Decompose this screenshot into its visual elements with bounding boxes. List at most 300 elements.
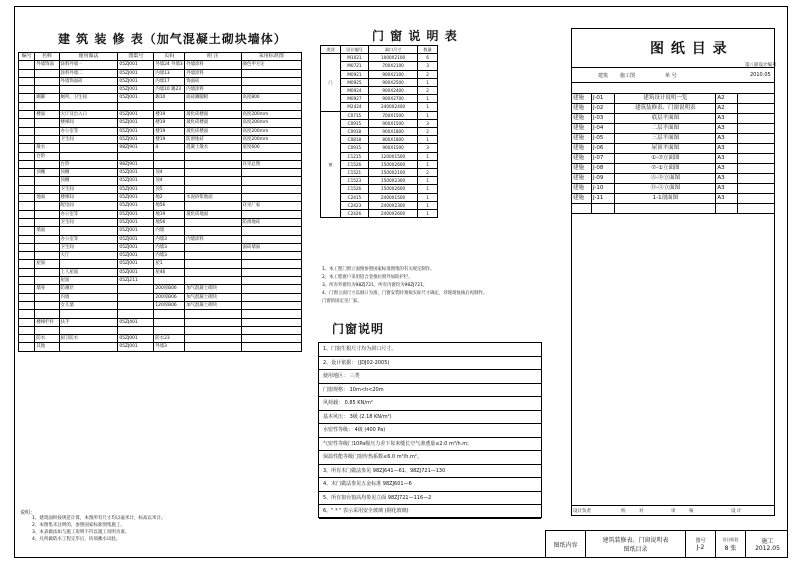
index-cell-d: 建施 bbox=[572, 104, 592, 114]
left-cell-cat: 踢脚 bbox=[35, 94, 59, 102]
index-cell-blank bbox=[737, 94, 774, 104]
left-cell-n bbox=[241, 235, 301, 243]
left-cell-index bbox=[19, 227, 35, 235]
left-cell-n bbox=[241, 285, 301, 293]
left-cell-m: 卫生间 bbox=[59, 185, 118, 193]
index-cell-size: A3 bbox=[716, 194, 737, 204]
dw-cell-q: 1 bbox=[418, 185, 438, 193]
left-cell-n bbox=[241, 268, 301, 276]
left-table-row bbox=[19, 111, 302, 119]
left-cell-m: 上人屋面 bbox=[59, 268, 118, 276]
left-table-row bbox=[19, 343, 302, 351]
left-table-row bbox=[19, 127, 302, 135]
index-cell-d: 建施 bbox=[572, 194, 592, 204]
index-cell-name: 二层平面图 bbox=[615, 124, 716, 134]
dw-cell-s: 2400X2400 bbox=[369, 103, 418, 111]
left-cell-index bbox=[19, 310, 35, 318]
dw-cell-s: 900X2100 bbox=[369, 70, 418, 78]
dw-header-cell: 设计编号 bbox=[340, 46, 368, 54]
footer-lbl3: 对 bbox=[639, 509, 644, 514]
left-cell-m: 办公室等 bbox=[59, 127, 118, 135]
footer-lbl2: 校 bbox=[621, 509, 626, 514]
left-cell-a: 05ZJ001 bbox=[118, 202, 154, 210]
left-cell-index bbox=[19, 86, 35, 94]
door-note-item: 3、所有木门做法参见 98ZJ641—61、98ZJ721—130 bbox=[319, 465, 541, 479]
left-cell-n bbox=[241, 310, 301, 318]
index-cell-no bbox=[592, 204, 615, 214]
left-cell-r: 内墙涂料 bbox=[185, 86, 241, 94]
left-table-row bbox=[19, 177, 302, 185]
left-cell-r: 玻化砖楼面 bbox=[185, 119, 241, 127]
index-cell-name: 三层平面图 bbox=[615, 134, 716, 144]
left-cell-n bbox=[241, 102, 301, 110]
left-cell-r: 玻化砖楼面 bbox=[185, 111, 241, 119]
index-row bbox=[572, 104, 775, 114]
index-cell-name: Ⓓ-Ⓐ立面图 bbox=[615, 184, 716, 194]
left-cell-r: 防滑地砖 bbox=[185, 135, 241, 143]
left-cell-cat: 散水 bbox=[35, 144, 59, 152]
left-cell-a bbox=[118, 326, 154, 334]
left-cell-p: 120厚B06 bbox=[154, 301, 185, 309]
dw-cell-q: 2 bbox=[418, 128, 438, 136]
left-table-row bbox=[19, 285, 302, 293]
left-cell-cat: 墙身 bbox=[35, 285, 59, 293]
left-cell-m bbox=[59, 227, 118, 235]
index-cell-d: 建施 bbox=[572, 164, 592, 174]
left-cell-r bbox=[185, 343, 241, 351]
door-notes-title: 门窗说明 bbox=[332, 322, 385, 336]
left-cell-m: 卫生间 bbox=[59, 218, 118, 226]
left-cell-a: 05ZJ001 bbox=[118, 127, 154, 135]
left-cell-cat: 地面 bbox=[35, 194, 59, 202]
left-cell-a: 05ZJ001 bbox=[118, 335, 154, 343]
tb-drawing-no bbox=[686, 531, 716, 557]
left-cell-a: 05ZJ401 bbox=[118, 318, 154, 326]
left-cell-p: 屋46 bbox=[154, 268, 185, 276]
left-header-row bbox=[19, 53, 302, 61]
left-cell-a: 05ZJ001 bbox=[118, 227, 154, 235]
index-meta-2: 施工图 bbox=[620, 73, 636, 79]
left-cell-cat bbox=[35, 310, 59, 318]
index-row bbox=[572, 184, 775, 194]
left-cell-p bbox=[154, 310, 185, 318]
index-row bbox=[572, 144, 775, 154]
left-cell-a: 05ZJ001 bbox=[118, 210, 154, 218]
left-cell-cat bbox=[35, 301, 59, 309]
dw-cell-s: 900X1800 bbox=[369, 128, 418, 136]
left-cell-cat bbox=[35, 119, 59, 127]
left-cell-cat: 外墙饰面 bbox=[35, 61, 59, 69]
left-cell-cat bbox=[35, 235, 59, 243]
dw-cell-q: 3 bbox=[418, 119, 438, 127]
left-cell-r: 面砖踢脚板 bbox=[185, 94, 241, 102]
left-table-row bbox=[19, 135, 302, 143]
left-cell-m: 大厅及出入口 bbox=[59, 111, 118, 119]
left-cell-p bbox=[154, 152, 185, 160]
left-cell-index bbox=[19, 293, 35, 301]
left-cell-r bbox=[185, 326, 241, 334]
left-cell-index bbox=[19, 61, 35, 69]
left-header-cell: 使用做法 bbox=[59, 53, 118, 61]
left-cell-n bbox=[241, 318, 301, 326]
left-note: 2、本图集未注明的，参照国家标准图集施工。 bbox=[32, 523, 125, 528]
left-cell-cat bbox=[35, 326, 59, 334]
dw-cell-s: 800X1800 bbox=[369, 136, 418, 144]
index-cell-size: A3 bbox=[716, 144, 737, 154]
index-cell-d: 建施 bbox=[572, 124, 592, 134]
left-cell-p: 地56 bbox=[154, 202, 185, 210]
left-cell-cat: 墙面 bbox=[35, 227, 59, 235]
left-cell-r: 外墙涂料 bbox=[185, 61, 241, 69]
door-note-item: 使用地区： 三类 bbox=[319, 370, 541, 384]
left-cell-m: 顶棚 bbox=[59, 177, 118, 185]
left-cell-m: 配电间 bbox=[59, 202, 118, 210]
left-cell-a: 05ZJ001 bbox=[118, 177, 154, 185]
left-cell-n bbox=[241, 152, 301, 160]
left-cell-a bbox=[118, 293, 154, 301]
left-cell-p bbox=[154, 326, 185, 334]
left-cell-p: 楼19 bbox=[154, 127, 185, 135]
left-table-row bbox=[19, 152, 302, 160]
door-window-table bbox=[320, 45, 438, 218]
dw-note: 4、门窗立面尺寸以洞口为准，门窗安装时须按实际尺寸确定，待现场复核后再制作。 bbox=[322, 291, 488, 296]
index-cell-name: ①-⑦立面图 bbox=[615, 154, 716, 164]
door-note-item: 6、" * " 表示采用安全玻璃 (钢化玻璃) bbox=[319, 505, 541, 519]
left-cell-a: 98ZJ901 bbox=[118, 144, 154, 152]
dw-row bbox=[321, 54, 438, 62]
left-cell-cat: 台阶 bbox=[35, 152, 59, 160]
left-cell-index bbox=[19, 194, 35, 202]
left-cell-p: 内墙3 bbox=[154, 252, 185, 260]
door-notes-box bbox=[318, 342, 542, 518]
left-header-cell: 页码 bbox=[154, 53, 185, 61]
index-cell-size: A2 bbox=[716, 94, 737, 104]
left-cell-r: 玻化砖楼面 bbox=[185, 127, 241, 135]
left-cell-index bbox=[19, 127, 35, 135]
dw-cat-door: 门 bbox=[321, 54, 341, 111]
left-cell-a bbox=[118, 152, 154, 160]
left-cell-p: 防水23 bbox=[154, 335, 185, 343]
tb-total-pages: 8 张 bbox=[724, 544, 737, 552]
left-cell-m: 涂料外墙二 bbox=[59, 69, 118, 77]
index-row bbox=[572, 94, 775, 104]
dw-header-cell: 类别 bbox=[321, 46, 341, 54]
left-cell-p bbox=[154, 102, 185, 110]
left-cell-r bbox=[185, 277, 241, 285]
left-table-row bbox=[19, 243, 302, 251]
left-cell-n bbox=[241, 335, 301, 343]
left-table-row bbox=[19, 69, 302, 77]
index-cell-name: Ⓐ-Ⓓ立面图 bbox=[615, 174, 716, 184]
dw-note: 3、所有外窗均为98ZJ721，所有内窗均为98ZJ721。 bbox=[322, 283, 428, 288]
dw-cell-c: C0818 bbox=[340, 136, 368, 144]
left-cell-index bbox=[19, 177, 35, 185]
left-cell-n: 高度800 bbox=[241, 94, 301, 102]
left-cell-index bbox=[19, 144, 35, 152]
left-cell-cat bbox=[35, 185, 59, 193]
left-cell-p: 顶4 bbox=[154, 177, 185, 185]
index-row bbox=[572, 134, 775, 144]
index-cell-size: A3 bbox=[716, 174, 737, 184]
left-cell-cat bbox=[35, 177, 59, 185]
left-cell-n: 高度200mm bbox=[241, 119, 301, 127]
left-cell-m: 外墙饰面砖 bbox=[59, 77, 118, 85]
dw-cell-q: 1 bbox=[418, 193, 438, 201]
dw-cat-window: 窗 bbox=[321, 111, 341, 218]
left-cell-index bbox=[19, 301, 35, 309]
left-cell-n bbox=[241, 343, 301, 351]
left-cell-index bbox=[19, 252, 35, 260]
left-cell-a: 05ZJ001 bbox=[118, 243, 154, 251]
left-cell-p: 地19 bbox=[154, 210, 185, 218]
left-table-row bbox=[19, 202, 302, 210]
index-cell-size bbox=[716, 204, 737, 214]
dw-cell-s: 900X1500 bbox=[369, 119, 418, 127]
left-cell-index bbox=[19, 69, 35, 77]
tb-stage bbox=[716, 531, 746, 557]
left-table-row bbox=[19, 277, 302, 285]
left-cell-r bbox=[185, 177, 241, 185]
dw-cell-c: M0925 bbox=[340, 78, 368, 86]
dw-cell-q: 1 bbox=[418, 152, 438, 160]
left-cell-r bbox=[185, 260, 241, 268]
left-note: 4、凡所做防水工程完毕后，均须蓄水试验。 bbox=[32, 537, 121, 542]
dw-cell-c: C2423 bbox=[340, 201, 368, 209]
index-cell-name: 底层平面图 bbox=[615, 114, 716, 124]
left-cell-p bbox=[154, 318, 185, 326]
left-cell-a: 05ZJ001 bbox=[118, 94, 154, 102]
left-cell-n: 高度200mm bbox=[241, 135, 301, 143]
left-cell-m: 楼梯间 bbox=[59, 194, 118, 202]
dw-cell-s: 1500X2600 bbox=[369, 185, 418, 193]
tb-date: 2012.05 bbox=[755, 545, 780, 552]
tb-stage-value: 施工 bbox=[761, 538, 774, 545]
left-cell-index bbox=[19, 343, 35, 351]
left-cell-r bbox=[185, 252, 241, 260]
left-cell-n bbox=[241, 69, 301, 77]
left-cell-r bbox=[185, 218, 241, 226]
index-cell-blank bbox=[737, 144, 774, 154]
left-cell-index bbox=[19, 235, 35, 243]
left-cell-a: 05ZJ001 bbox=[118, 111, 154, 119]
left-cell-p: 地56 bbox=[154, 218, 185, 226]
left-cell-p: 外墙3 bbox=[154, 343, 185, 351]
left-cell-m: 屋面 bbox=[59, 277, 118, 285]
left-cell-m: 厕所、卫生间 bbox=[59, 94, 118, 102]
left-table-row bbox=[19, 144, 302, 152]
door-table-title: 门 窗 说 明 表 bbox=[372, 29, 458, 43]
left-cell-r: 加气混凝土砌块 bbox=[185, 301, 241, 309]
left-cell-a: 05ZJ001 bbox=[118, 77, 154, 85]
dw-cell-s: 1500X2300 bbox=[369, 177, 418, 185]
door-note-item: 2、设计依据： (JDJ02-2005) bbox=[319, 357, 541, 371]
left-cell-r bbox=[185, 268, 241, 276]
left-cell-index bbox=[19, 77, 35, 85]
tb-content-line2: 图纸目录 bbox=[623, 546, 648, 553]
left-cell-cat bbox=[35, 268, 59, 276]
left-cell-cat bbox=[35, 160, 59, 168]
left-cell-n bbox=[241, 277, 301, 285]
left-cell-index bbox=[19, 210, 35, 218]
dw-cell-c: M0924 bbox=[340, 87, 368, 95]
index-cell-name: 建筑装修表、门窗说明表 bbox=[615, 104, 716, 114]
left-cell-cat bbox=[35, 218, 59, 226]
left-cell-r: 饰面砖 bbox=[185, 77, 241, 85]
index-cell-d: 建施 bbox=[572, 174, 592, 184]
left-cell-n bbox=[241, 227, 301, 235]
dw-cell-c: C2426 bbox=[340, 210, 368, 218]
left-cell-cat: 其他 bbox=[35, 343, 59, 351]
left-cell-index bbox=[19, 260, 35, 268]
index-cell-no: J-05 bbox=[592, 134, 615, 144]
index-cell-no: J-08 bbox=[592, 164, 615, 174]
left-cell-p: 内墙 bbox=[154, 227, 185, 235]
tb-content-line1: 建筑装修表、门窗说明表 bbox=[602, 537, 669, 544]
left-table-row bbox=[19, 194, 302, 202]
index-cell-blank bbox=[737, 124, 774, 134]
left-cell-cat bbox=[35, 252, 59, 260]
left-cell-a: 05ZJ001 bbox=[118, 86, 154, 94]
index-cell-d bbox=[572, 204, 592, 214]
left-cell-cat bbox=[35, 277, 59, 285]
left-cell-a: 05ZJ001 bbox=[118, 343, 154, 351]
index-cell-blank bbox=[737, 164, 774, 174]
index-cell-no: J-11 bbox=[592, 194, 615, 204]
left-cell-a: 05ZJ001 bbox=[118, 185, 154, 193]
dw-cell-q: 1 bbox=[418, 177, 438, 185]
dw-note: 1、本工程门窗立面图参照国家标准图集的有关规定制作。 bbox=[322, 267, 435, 272]
left-cell-index bbox=[19, 119, 35, 127]
index-cell-blank bbox=[737, 184, 774, 194]
dw-cell-q: 2 bbox=[418, 70, 438, 78]
left-cell-a bbox=[118, 285, 154, 293]
door-note-item: 风荷载： 0.85 KN/m² bbox=[319, 397, 541, 411]
left-cell-p: 200厚B06 bbox=[154, 285, 185, 293]
dw-cell-c: C1523 bbox=[340, 177, 368, 185]
dw-header-row bbox=[321, 46, 438, 54]
left-cell-m bbox=[59, 152, 118, 160]
dw-cell-q: 1 bbox=[418, 103, 438, 111]
left-cell-cat bbox=[35, 69, 59, 77]
tb-content-label: 图纸内容 bbox=[546, 531, 586, 557]
left-cell-p: 楼19 bbox=[154, 135, 185, 143]
left-cell-p: 楼19 bbox=[154, 111, 185, 119]
left-cell-m bbox=[59, 326, 118, 334]
left-cell-m bbox=[59, 144, 118, 152]
index-meta-1: 建筑 bbox=[598, 73, 609, 79]
left-table-row bbox=[19, 119, 302, 127]
left-cell-index bbox=[19, 277, 35, 285]
index-footer bbox=[571, 505, 775, 516]
left-cell-n bbox=[241, 301, 301, 309]
left-cell-index bbox=[19, 185, 35, 193]
dw-cell-q: 2 bbox=[418, 87, 438, 95]
left-cell-r: 外墙涂料 bbox=[185, 69, 241, 77]
left-header-cell: 采用标准图 bbox=[241, 53, 301, 61]
left-cell-index bbox=[19, 218, 35, 226]
tb-drawing-no-value: J-2 bbox=[696, 544, 705, 551]
left-header-cell: 图集号 bbox=[118, 53, 154, 61]
left-cell-a: 05ZJ001 bbox=[118, 69, 154, 77]
left-table-row bbox=[19, 169, 302, 177]
left-cell-a: 05ZJ001 bbox=[118, 268, 154, 276]
footer-lbl5: 核 bbox=[689, 509, 694, 514]
left-header-cell: 名称 bbox=[35, 53, 59, 61]
left-cell-r bbox=[185, 202, 241, 210]
left-note: 1、建筑面积按规范计算，本图所有尺寸均以毫米计，标高以米计。 bbox=[32, 516, 166, 521]
left-table-row bbox=[19, 260, 302, 268]
left-cell-r: 加气混凝土砌块 bbox=[185, 293, 241, 301]
dw-cell-s: 2400X1500 bbox=[369, 193, 418, 201]
index-cell-d: 建施 bbox=[572, 184, 592, 194]
dw-cell-c: C0918 bbox=[340, 128, 368, 136]
left-table-row bbox=[19, 210, 302, 218]
index-row bbox=[572, 114, 775, 124]
dw-cell-c: C1521 bbox=[340, 169, 368, 177]
left-cell-a: 05ZJ001 bbox=[118, 169, 154, 177]
left-table-row bbox=[19, 335, 302, 343]
left-table-row bbox=[19, 185, 302, 193]
left-cell-index bbox=[19, 326, 35, 334]
index-cell-no: J-03 bbox=[592, 114, 615, 124]
dw-cell-c: C1526 bbox=[340, 160, 368, 168]
left-cell-cat bbox=[35, 293, 59, 301]
left-cell-cat: 屋面 bbox=[35, 260, 59, 268]
dw-cell-c: C1526 bbox=[340, 185, 368, 193]
left-cell-p: 内墙3 bbox=[154, 235, 185, 243]
left-cell-cat: 楼梯栏杆 bbox=[35, 318, 59, 326]
left-cell-cat bbox=[35, 135, 59, 143]
left-cell-p: 内墙3 bbox=[154, 243, 185, 251]
left-cell-cat bbox=[35, 210, 59, 218]
left-cell-n bbox=[241, 185, 301, 193]
left-cell-a: 05ZJ001 bbox=[118, 235, 154, 243]
dw-cell-s: 2400X2600 bbox=[369, 210, 418, 218]
footer-lbl1: 设计负责 bbox=[573, 509, 591, 514]
index-cell-no: J-01 bbox=[592, 94, 615, 104]
index-row bbox=[572, 194, 775, 204]
left-table-row bbox=[19, 86, 302, 94]
left-cell-a bbox=[118, 301, 154, 309]
left-cell-index bbox=[19, 243, 35, 251]
left-cell-p: 200厚B06 bbox=[154, 293, 185, 301]
tb-content bbox=[586, 531, 686, 557]
left-cell-index bbox=[19, 135, 35, 143]
left-table-row bbox=[19, 326, 302, 334]
index-cell-blank bbox=[737, 134, 774, 144]
index-meta-3: 单 号 bbox=[665, 73, 677, 79]
left-table-title: 建 筑 装 修 表（加气混凝土砌块墙体） bbox=[58, 32, 287, 46]
index-cell-size: A3 bbox=[716, 154, 737, 164]
index-cell-no: J-07 bbox=[592, 154, 615, 164]
left-cell-p: 外墙24 外墙3 bbox=[154, 61, 185, 69]
dw-cell-s: 1500X2100 bbox=[369, 169, 418, 177]
index-cell-size: A3 bbox=[716, 134, 737, 144]
index-cell-d: 建施 bbox=[572, 154, 592, 164]
left-cell-m: 楼梯间 bbox=[59, 119, 118, 127]
dw-cell-c: C0915 bbox=[340, 144, 368, 152]
left-table-row bbox=[19, 252, 302, 260]
door-note-item: 门窗规格： 10m<h<20m bbox=[319, 384, 541, 398]
index-cell-no: J-10 bbox=[592, 184, 615, 194]
index-row bbox=[572, 174, 775, 184]
left-cell-a: 05ZJ001 bbox=[118, 260, 154, 268]
tb-stage-label: 设计阶段 bbox=[722, 536, 739, 542]
left-table-row bbox=[19, 218, 302, 226]
left-cell-p: 顶5 bbox=[154, 185, 185, 193]
dw-cell-s: 1500X2600 bbox=[369, 160, 418, 168]
left-table-row bbox=[19, 301, 302, 309]
